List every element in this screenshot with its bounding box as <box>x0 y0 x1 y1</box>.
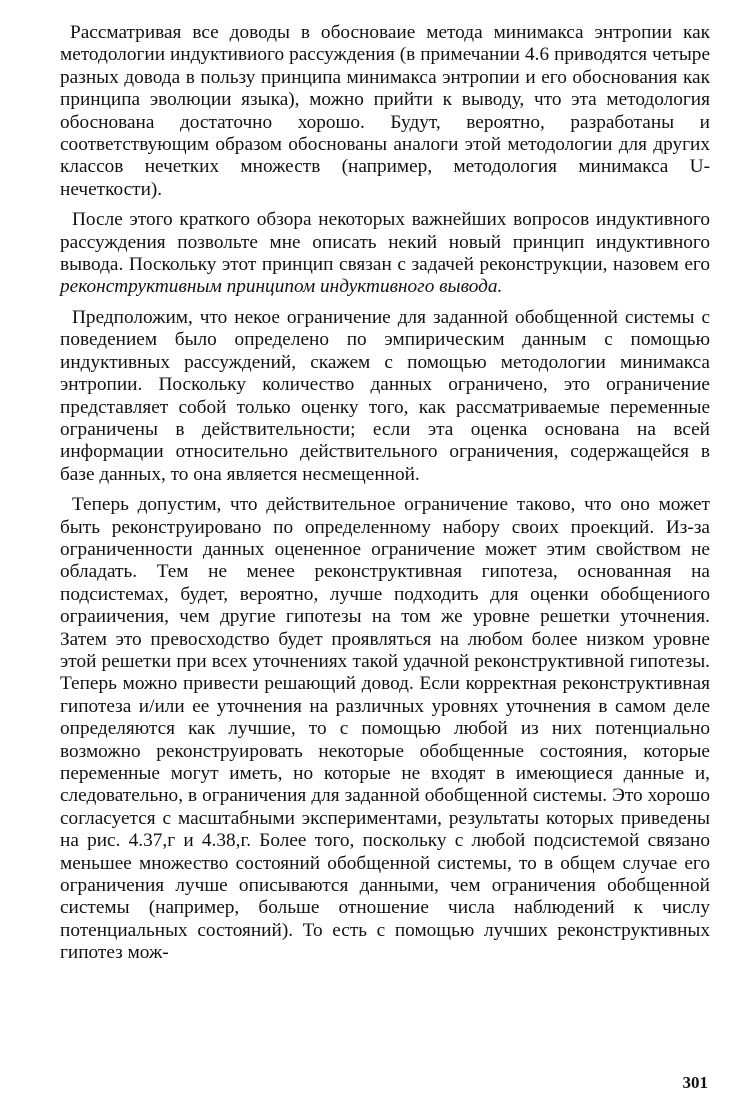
paragraph-3: Предположим, что некое ограничение для заданной обобщенной системы с поведением было определено по эмпирическим данным с помощью индуктивных рассуждений, скажем с помощью методологии минимакса энтропии. Поскольку количество данных ограничено, это ограничение представляет собой только оценку того, как рассматриваемые переменные ограничены в действительности; если эта оценка основана на всей информации относительно действительного ограничения, содержащейся в базе данных, то она является несмещенной. <box>60 306 710 485</box>
page-body <box>60 22 710 973</box>
paragraph-1: Рассматривая все доводы в обосноваие метода минимакса энтропии как методологии индуктивиого рассуждения (в примечании 4.6 приводятся четыре разных довода в пользу принципа минимакса энтропии и его обоснования как принципа эволюции языка), можно прийти к выводу, что эта методология обоснована достаточно хорошо. Будут, вероятно, разработаны и соответствующим образом обоснованы аналоги этой методологии для других классов нечетких множеств (например, методология минимакса U-нечеткости). <box>60 22 710 200</box>
page-number: 301 <box>682 1073 708 1092</box>
paragraph-4: Теперь допустим, что действительное ограничение таково, что оно может быть реконструировано по определенному набору своих проекций. Из-за ограниченности данных оцененное ограничение может этим свойством не обладать. Тем не менее реконструктивная гипотеза, основанная на подсистемах, будет, вероятно, лучше подходить для оценки обобщениого ограиичения, чем другие гипотезы на том же уровне решетки уточнения. Затем это превосходство будет проявляться на любом более низком уровне этой решетки при всех уточнениях такой удачной реконструктивной гипотезы. Теперь можно привести решающий довод. Если корректная реконструктивная гипотеза и/или ее уточнения на различных уровнях уточнения в самом деле определяются как лучшие, то с помощью любой из них потенциально возможно реконструировать некоторые обобщенные состояния, которые переменные могут иметь, но которые не входят в имеющиеся данные и, следовательно, в ограничения для заданной обобщенной системы. Это хорошо согласуется с масштабными экспериментами, результаты которых приведены на рис. 4.37,г и 4.38,г. Более того, поскольку с любой подсистемой связано меньшее множество состояний обобщенной системы, то в общем случае его ограничения лучше описываются данными, чем ограничения обобщенной системы (например, больше отношение числа наблюдений к числу потенциальных состояний). То есть с помощью лучших реконструктивных гипотез мож- <box>60 494 710 964</box>
paragraph-2-text: После этого краткого обзора некоторых важнейших вопросов индуктивного рассуждения позвольте мне описать некий новый принцип индуктивного вывода. Поскольку этот принцип связан с задачей реконструкции, назовем его <box>60 209 710 276</box>
paragraph-2-emphasis: реконструктивным принципом индуктивного вывода. <box>60 276 503 298</box>
paragraph-2 <box>60 209 710 299</box>
